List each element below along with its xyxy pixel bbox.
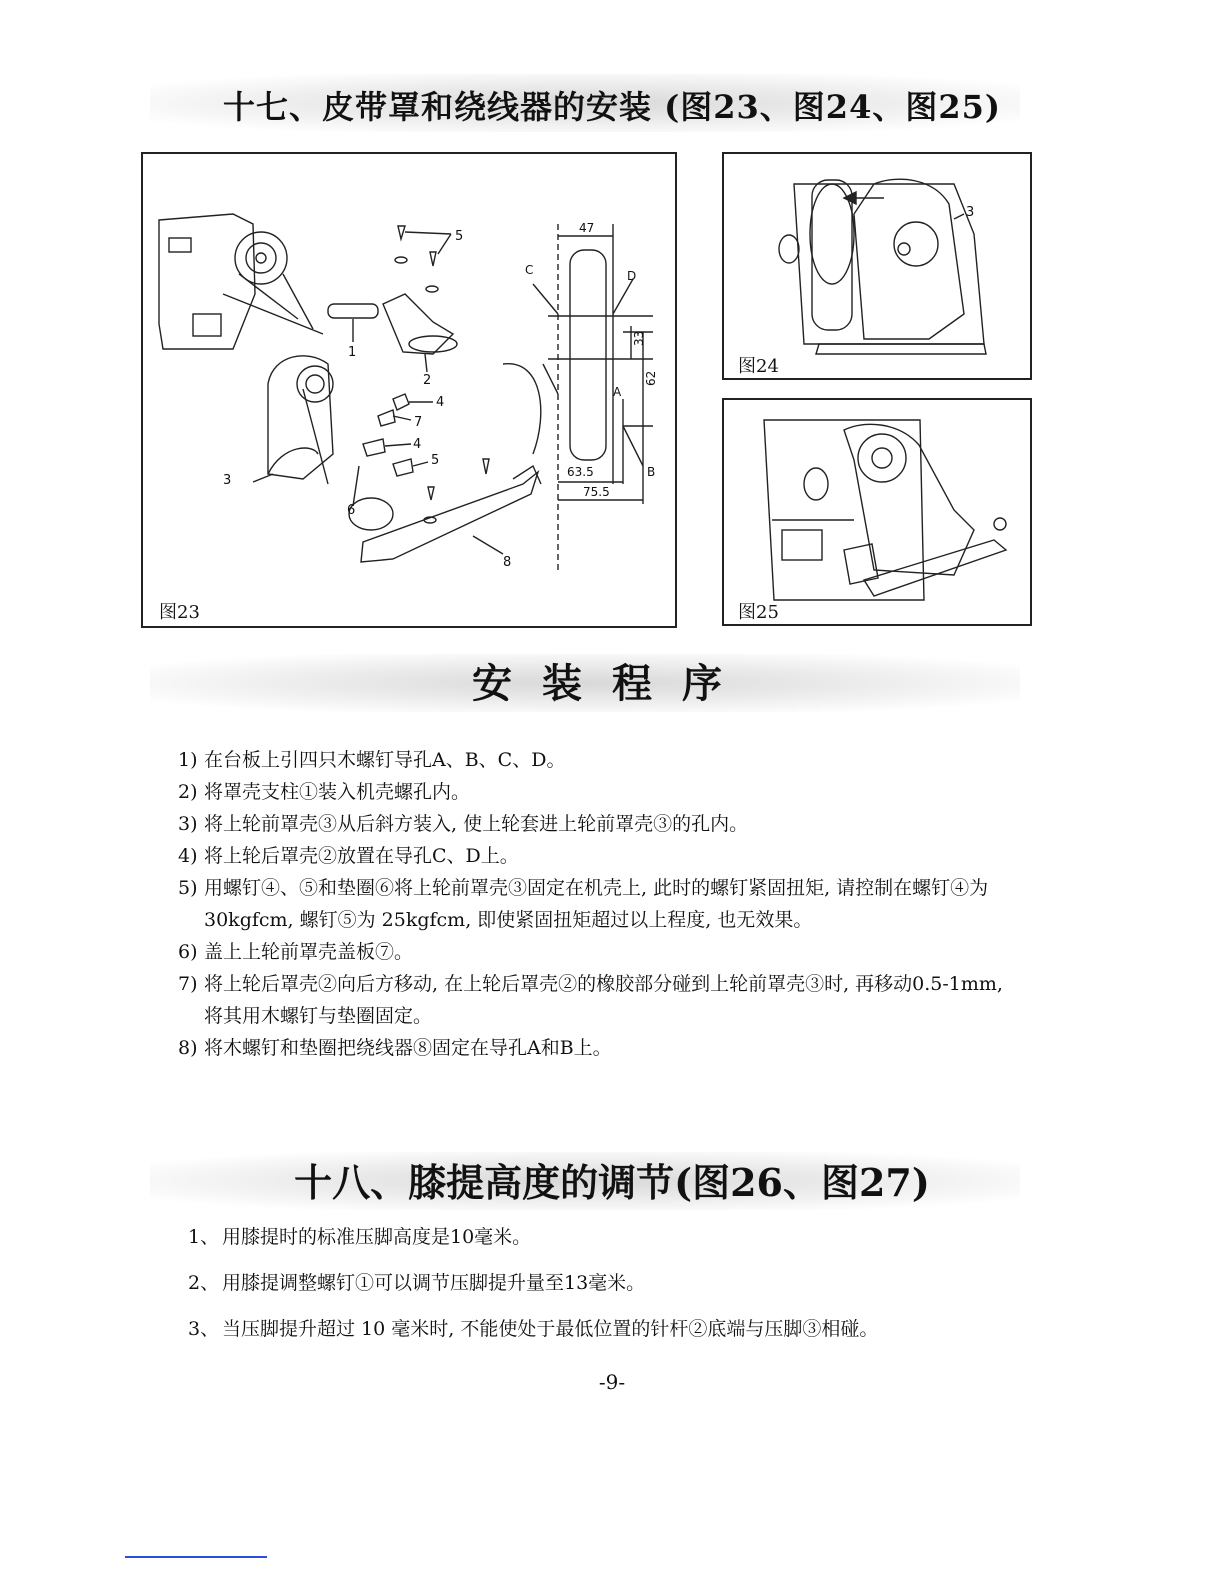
fig23-callout-7: 7: [414, 415, 423, 430]
fig23-callout-8: 8: [503, 555, 512, 570]
bottom-rule: [125, 1556, 267, 1558]
list-item: 1) 在台板上引四只木螺钉导孔A、B、C、D。: [178, 749, 566, 771]
fig23-dim-C: C: [525, 263, 534, 277]
install-procedure-title: 安装程序: [472, 660, 752, 707]
fig24-callout-3: 3: [966, 205, 975, 220]
list-item: 2、 用膝提调整螺钉①可以调节压脚提升量至13毫米。: [188, 1272, 646, 1294]
list-item: 3、 当压脚提升超过 10 毫米时, 不能使处于最低位置的针杆②底端与压脚③相碰。: [188, 1318, 879, 1340]
figure-23-label: 图23: [159, 602, 200, 623]
fig23-callout-5b: 5: [431, 453, 440, 468]
figure-24-drawing: [724, 154, 1030, 378]
fig23-callout-2: 2: [423, 373, 432, 388]
fig23-callout-6: 6: [347, 503, 356, 518]
fig23-callout-4a: 4: [436, 395, 445, 410]
page-number: -9-: [598, 1370, 626, 1394]
fig23-dim-62: 62: [644, 370, 658, 386]
figure-25: [722, 398, 1032, 626]
fig23-dim-D: D: [627, 269, 637, 283]
fig23-callout-3: 3: [223, 473, 232, 488]
figure-25-drawing: [724, 400, 1030, 624]
section-18-title: 十八、膝提高度的调节(图26、图27): [294, 1160, 930, 1205]
fig23-callout-5a: 5: [455, 229, 464, 244]
list-item: 1、 用膝提时的标准压脚高度是10毫米。: [188, 1226, 532, 1248]
figure-25-label: 图25: [738, 602, 779, 623]
fig23-dim-75-5: 75.5: [583, 485, 610, 499]
section-17-title: 十七、皮带罩和绕线器的安装 (图23、图24、图25): [222, 88, 1002, 126]
install-steps: [178, 744, 1018, 1064]
fig23-dim-A: A: [613, 385, 622, 399]
fig23-dim-47: 47: [579, 221, 595, 235]
figure-23: [141, 152, 677, 628]
figure-24-label: 图24: [738, 356, 779, 377]
figure-24: [722, 152, 1032, 380]
list-item: 2) 将罩壳支柱①装入机壳螺孔内。: [178, 781, 471, 803]
fig23-dim-33: 33: [632, 330, 646, 346]
list-item: 5) 用螺钉④、⑤和垫圈⑥将上轮前罩壳③固定在机壳上, 此时的螺钉紧固扭矩, 请控制在螺钉④为30kgfcm, 螺钉⑤为 25kgfcm, 即使紧固扭矩超过以上程度, 也无效果。: [178, 877, 989, 931]
fig23-dim-63-5: 63.5: [567, 465, 594, 479]
list-item: 4) 将上轮后罩壳②放置在导孔C、D上。: [178, 845, 519, 867]
list-item: 7) 将上轮后罩壳②向后方移动, 在上轮后罩壳②的橡胶部分碰到上轮前罩壳③时, 再移动0.5-1mm, 将其用木螺钉与垫圈固定。: [178, 973, 1003, 1027]
list-item: 3) 将上轮前罩壳③从后斜方装入, 使上轮套进上轮前罩壳③的孔内。: [178, 813, 749, 835]
fig23-callout-4b: 4: [413, 437, 422, 452]
fig23-dim-B: B: [647, 465, 656, 479]
list-item: 8) 将木螺钉和垫圈把绕线器⑧固定在导孔A和B上。: [178, 1037, 612, 1059]
fig23-callout-1: 1: [348, 345, 357, 360]
list-item: 6) 盖上上轮前罩壳盖板⑦。: [178, 941, 414, 963]
knee-lift-items: [188, 1222, 1028, 1360]
figure-23-drawing: [143, 154, 675, 626]
